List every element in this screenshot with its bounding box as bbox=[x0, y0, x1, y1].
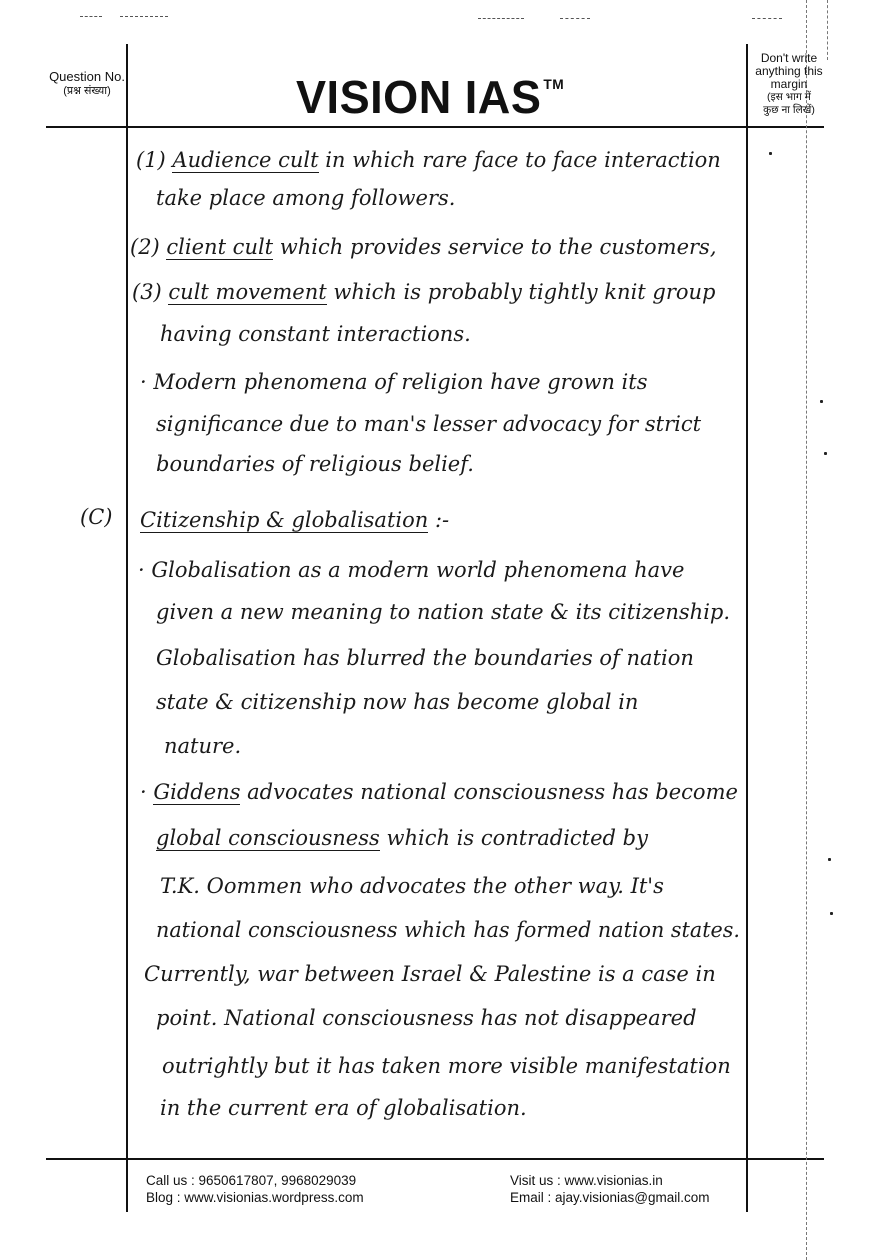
answer-line: point. National consciousness has not disappeared bbox=[156, 1006, 697, 1030]
margin-note-line: (इस भाग में bbox=[767, 91, 811, 103]
margin-dot bbox=[769, 152, 772, 155]
brand-text: VISION IAS bbox=[296, 71, 542, 123]
section-marker: (C) bbox=[80, 505, 113, 529]
margin-note-line: margin bbox=[770, 77, 808, 91]
margin-dot bbox=[828, 858, 831, 861]
footer-email: Email : ajay.visionias@gmail.com bbox=[510, 1190, 710, 1205]
answer-line: significance due to man's lesser advocacy for strict bbox=[156, 412, 702, 436]
answer-line: (2) client cult which provides service to the customers, bbox=[130, 235, 717, 259]
footer-visit: Visit us : www.visionias.in bbox=[510, 1173, 663, 1188]
question-no-text: Question No. bbox=[49, 69, 125, 84]
margin-note-line: Don't write bbox=[760, 51, 818, 65]
answer-line: global consciousness which is contradicted by bbox=[156, 826, 648, 850]
question-no-hindi: (प्रश्न संख्या) bbox=[63, 85, 111, 97]
answer-line: · Modern phenomena of religion have grown its bbox=[140, 370, 648, 394]
answer-line: Globalisation has blurred the boundaries of nation bbox=[156, 646, 694, 670]
answer-line: boundaries of religious belief. bbox=[156, 452, 474, 476]
answer-line: · Globalisation as a modern world phenomena have bbox=[138, 558, 685, 582]
answer-line: given a new meaning to nation state & its citizenship. bbox=[156, 600, 731, 624]
margin-note-line: anything this bbox=[755, 64, 823, 78]
underlined-phrase: Audience cult bbox=[172, 148, 319, 172]
footer-blog: Blog : www.visionias.wordpress.com bbox=[146, 1190, 364, 1205]
underlined-phrase: cult movement bbox=[168, 280, 327, 304]
answer-line: nature. bbox=[164, 734, 242, 758]
answer-line: Citizenship & globalisation :- bbox=[140, 508, 450, 532]
underlined-phrase: client cult bbox=[166, 235, 274, 259]
footer-call: Call us : 9650617807, 9968029039 bbox=[146, 1173, 357, 1188]
trademark: TM bbox=[543, 76, 565, 92]
underlined-phrase: global consciousness bbox=[156, 826, 380, 850]
answer-line: national consciousness which has formed nation states. bbox=[156, 918, 740, 942]
underlined-phrase: Giddens bbox=[153, 780, 241, 804]
answer-line: take place among followers. bbox=[156, 186, 456, 210]
answer-line: outrightly but it has taken more visible manifestation bbox=[162, 1054, 731, 1078]
margin-dot bbox=[824, 452, 827, 455]
margin-dot bbox=[820, 400, 823, 403]
underlined-phrase: Citizenship & globalisation bbox=[140, 508, 429, 532]
margin-dot bbox=[830, 912, 833, 915]
answer-line: having constant interactions. bbox=[160, 322, 471, 346]
answer-line: (1) Audience cult in which rare face to face interaction bbox=[136, 148, 721, 172]
answer-line: in the current era of globalisation. bbox=[160, 1096, 527, 1120]
answer-line: T.K. Oommen who advocates the other way. It's bbox=[160, 874, 664, 898]
footer-right bbox=[510, 1172, 710, 1206]
answer-line: Currently, war between Israel & Palestine is a case in bbox=[144, 962, 716, 986]
footer-left bbox=[146, 1172, 364, 1206]
margin-note-line: कुछ ना लिखें) bbox=[763, 104, 815, 116]
answer-line: state & citizenship now has become global in bbox=[156, 690, 639, 714]
answer-line: (3) cult movement which is probably tightly knit group bbox=[132, 280, 716, 304]
answer-line: · Giddens advocates national consciousness has become bbox=[140, 780, 738, 804]
